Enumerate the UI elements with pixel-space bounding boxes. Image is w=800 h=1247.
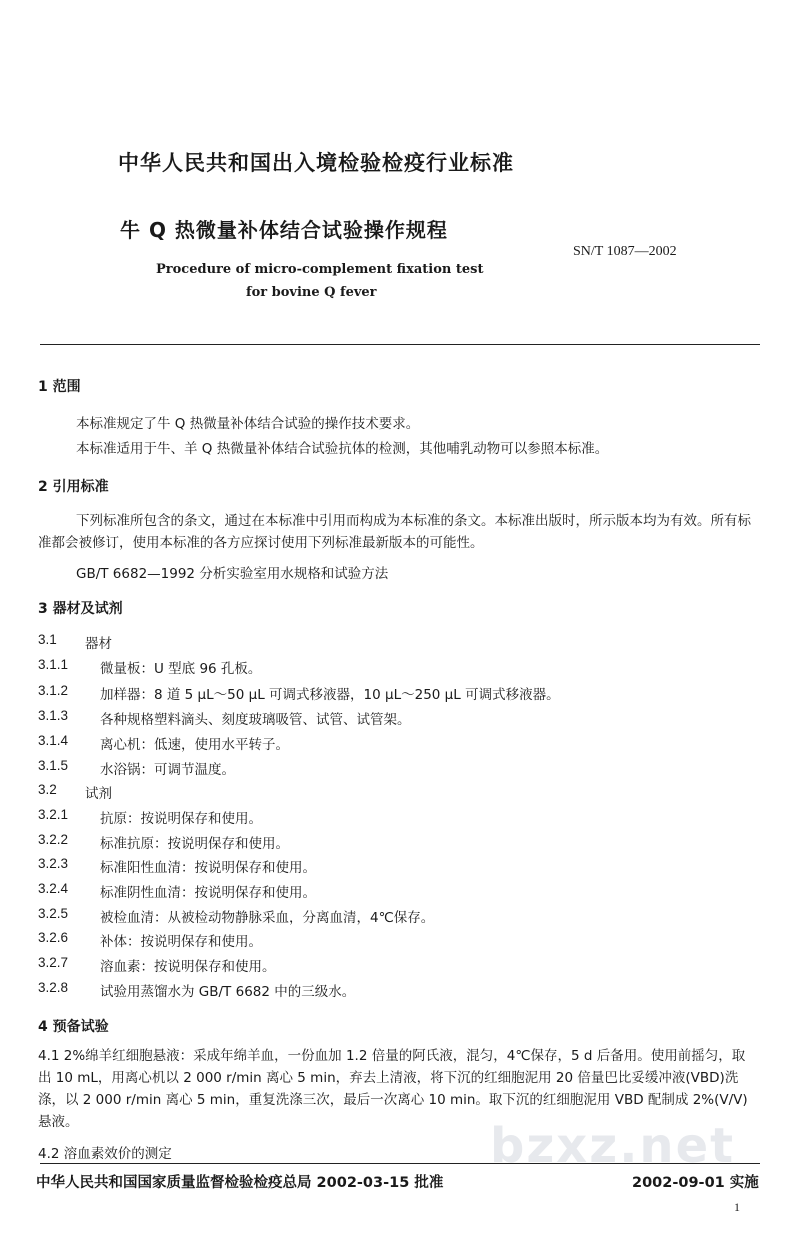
- header-divider: [40, 344, 760, 345]
- implementation-date: 2002-09-01 实施: [632, 1175, 759, 1191]
- list-item-number: 3.2.8: [38, 980, 69, 995]
- page-number: 1: [734, 1200, 740, 1214]
- watermark: bzxz.net: [490, 1118, 736, 1174]
- list-item-text: 溶血素：按说明保存和使用。: [100, 959, 276, 975]
- list-item-number: 3.2.6: [38, 930, 69, 945]
- list-item-number: 3.2.2: [38, 832, 69, 847]
- list-item-text: 试验用蒸馏水为 GB/T 6682 中的三级水。: [100, 984, 356, 1000]
- english-title-line-1: Procedure of micro-complement fixation test: [156, 262, 484, 277]
- document-title: 牛 Q 热微量补体结合试验操作规程: [120, 218, 448, 242]
- list-item-number: 3.2.4: [38, 881, 69, 896]
- approval-line: 中华人民共和国国家质量监督检验检疫总局 2002-03-15 批准: [36, 1175, 444, 1191]
- list-item-text: 抗原：按说明保存和使用。: [100, 811, 262, 827]
- section-1-paragraph-1: 本标准规定了牛 Q 热微量补体结合试验的操作技术要求。: [76, 416, 420, 432]
- standard-category-title: 中华人民共和国出入境检验检疫行业标准: [118, 151, 514, 175]
- list-item-number: 3.2.7: [38, 955, 69, 970]
- list-item-number: 3.1.5: [38, 758, 69, 773]
- subsection-title: 试剂: [85, 786, 112, 802]
- list-item-text: 水浴锅：可调节温度。: [100, 762, 235, 778]
- list-item-text: 离心机：低速，使用水平转子。: [100, 737, 289, 753]
- list-item-number: 3.2.5: [38, 906, 69, 921]
- list-item-text: 标准抗原：按说明保存和使用。: [100, 836, 289, 852]
- footer-divider: [40, 1163, 760, 1164]
- section-3-heading: 3 器材及试剂: [38, 601, 123, 617]
- list-item-text: 被检血清：从被检动物静脉采血，分离血清，4℃保存。: [100, 910, 435, 926]
- list-item-number: 3.1.1: [38, 657, 69, 672]
- list-item-text: 加样器：8 道 5 μL～50 μL 可调式移液器，10 μL～250 μL 可调式移液器。: [100, 687, 560, 703]
- subsection-number: 3.1: [38, 632, 57, 647]
- list-item-number: 3.1.4: [38, 733, 69, 748]
- section-1-heading: 1 范围: [38, 379, 81, 395]
- list-item-text: 补体：按说明保存和使用。: [100, 934, 262, 950]
- subsection-title: 器材: [85, 636, 112, 652]
- list-item-number: 3.2.1: [38, 807, 69, 822]
- list-item-number: 3.1.2: [38, 683, 69, 698]
- list-item-text: 各种规格塑料滴头、刻度玻璃吸管、试管、试管架。: [100, 712, 411, 728]
- list-item-number: 3.2.3: [38, 856, 69, 871]
- english-title-line-2: for bovine Q fever: [246, 285, 377, 300]
- section-2-paragraph: 下列标准所包含的条文，通过在本标准中引用而构成为本标准的条文。本标准出版时，所示版本均为有效。所有标准都会被修订，使用本标准的各方应探讨使用下列标准最新版本的可能性。: [38, 513, 751, 551]
- section-1-paragraph-2: 本标准适用于牛、羊 Q 热微量补体结合试验抗体的检测，其他哺乳动物可以参照本标准。: [76, 441, 609, 457]
- list-item-text: 标准阴性血清：按说明保存和使用。: [100, 885, 316, 901]
- list-item-text: 标准阳性血清：按说明保存和使用。: [100, 860, 316, 876]
- section-2-heading: 2 引用标准: [38, 479, 109, 495]
- list-item-text: 微量板：U 型底 96 孔板。: [100, 661, 262, 677]
- subsection-number: 3.2: [38, 782, 57, 797]
- section-4-2-heading: 4.2 溶血素效价的测定: [38, 1146, 172, 1162]
- list-item-number: 3.1.3: [38, 708, 69, 723]
- section-4-1-paragraph: 4.1 2%绵羊红细胞悬液：采成年绵羊血，一份血加 1.2 倍量的阿氏液，混匀，4℃保存，5 d 后备用。使用前摇匀，取出 10 mL，用离心机以 2 000 r/min 离心 5 min，弃去上清液，将下沉的红细胞泥用 20 倍量巴比妥缓冲液(VBD)洗涤，以 2 000 r/min 离心 5 min，重复洗涤三次，最后一次离心 10 min。取下沉的红细胞泥用 VBD 配制成 2%(V/V)悬液。: [38, 1048, 748, 1130]
- section-4-heading: 4 预备试验: [38, 1019, 109, 1035]
- standard-number: SN/T 1087—2002: [573, 244, 677, 259]
- normative-reference: GB/T 6682—1992 分析实验室用水规格和试验方法: [76, 566, 389, 582]
